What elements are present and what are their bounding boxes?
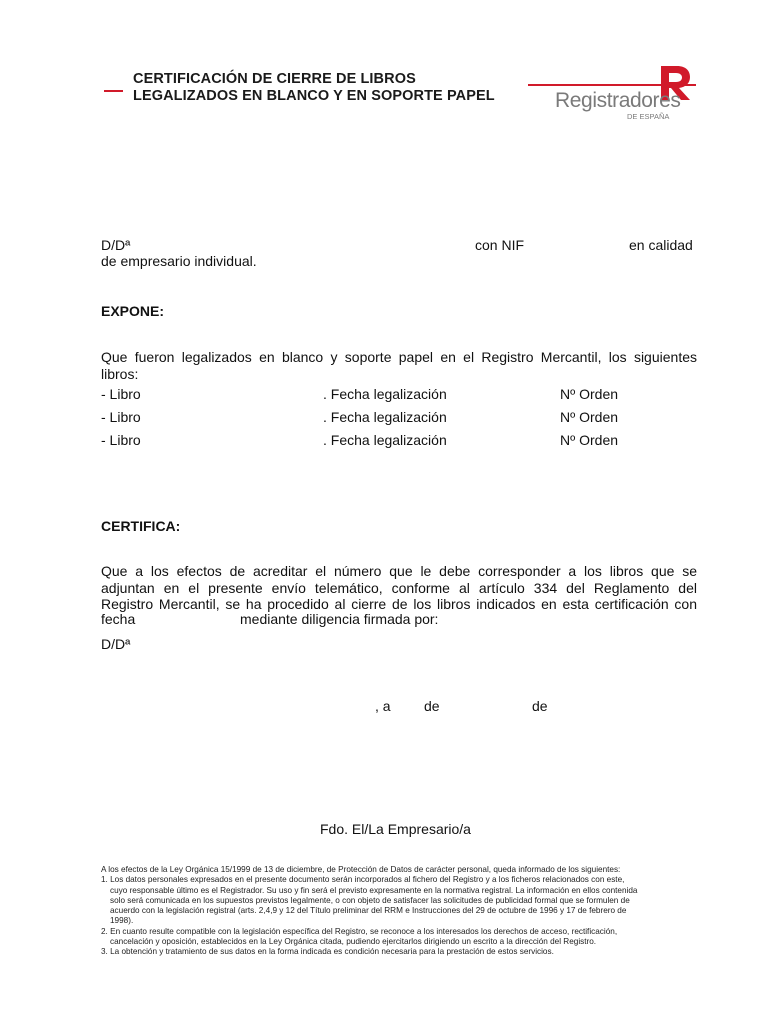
title-line-2: LEGALIZADOS EN BLANCO Y EN SOPORTE PAPEL — [133, 88, 495, 104]
footnote-intro: A los efectos de la Ley Orgánica 15/1999 de 13 de diciembre, de Protección de Datos de carácter personal, queda informado de los siguientes: — [101, 865, 621, 874]
certifica-paragraph — [101, 563, 697, 613]
title-line-1: CERTIFICACIÓN DE CIERRE DE LIBROS — [133, 71, 416, 87]
document-title — [133, 71, 495, 105]
footnote-p3: 3. La obtención y tratamiento de sus datos en la forma indicada es condición necesaria para la prestación de estos servicios. — [101, 947, 554, 957]
date-de-label-1: de — [424, 698, 440, 714]
libro-row-2-fecha: . Fecha legalización — [323, 409, 447, 425]
expone-line-2: libros: — [101, 365, 139, 382]
libro-row-3-libro: - Libro — [101, 432, 141, 448]
data-protection-footnote — [101, 865, 697, 958]
footnote-p1-line-1: 1. Los datos personales expresados en el presente documento serán incorporados al fichero del Registro y a los ficheros relacionados con este, — [101, 875, 625, 885]
date-de-label-2: de — [532, 698, 548, 714]
libro-row-2-libro: - Libro — [101, 409, 141, 425]
libro-row-2-orden: Nº Orden — [560, 409, 619, 425]
footnote-p1-line-2: cuyo responsable último es el Registrador. Su uso y fin será el previsto expresamente en la normativa registral. La información en ellos contenida — [110, 885, 638, 895]
certifica-heading: CERTIFICA: — [101, 518, 181, 534]
intro-nif-label: con NIF — [475, 237, 525, 253]
certifica-mediante-text: mediante diligencia firmada por: — [240, 611, 439, 627]
certifica-line-3: Registro Mercantil, se ha procedido al cierre de los libros indicados en esta certificación con — [101, 596, 697, 612]
logo-subtitle: DE ESPAÑA — [627, 112, 670, 121]
expone-heading: EXPONE: — [101, 303, 165, 319]
libro-row-1-libro: - Libro — [101, 386, 141, 402]
certifica-line-2: adjuntan en el presente envío telemático, conforme al artículo 334 del Reglamento del — [101, 579, 697, 596]
intro-calidad-label: en calidad — [629, 237, 693, 253]
libro-row-3-orden: Nº Orden — [560, 432, 619, 448]
footnote-p2-line-2: cancelación y oposición, establecidos en la Ley Orgánica citada, pudiendo ejercitarlos dirigiendo un escrito a la dirección del Registro. — [110, 937, 597, 947]
signature-label: Fdo. El/La Empresario/a — [320, 821, 471, 837]
expone-line-1: Que fueron legalizados en blanco y soporte papel en el Registro Mercantil, los siguientes — [101, 349, 697, 365]
certifica-fecha-label: fecha — [101, 611, 136, 627]
footnote-p2-line-1: 2. En cuanto resulte compatible con la legislación específica del Registro, se reconoce a los interesados los derechos de acceso, rectificación, — [101, 926, 618, 936]
libro-row-3-fecha: . Fecha legalización — [323, 432, 447, 448]
footnote-p1-line-3: solo será comunicada en los supuestos previstos legalmente, o con objeto de satisfacer las solicitudes de publicidad formal que se formulen de — [110, 895, 630, 905]
footnote-p1-line-5: 1998). — [110, 916, 134, 926]
place-a-label: , a — [375, 698, 391, 714]
libro-row-1-orden: Nº Orden — [560, 386, 619, 402]
logo-wordmark: Registradores — [555, 89, 681, 112]
intro-dd-label: D/Dª — [101, 237, 131, 253]
certifica-line-1: Que a los efectos de acreditar el número que le debe corresponder a los libros que se — [101, 563, 697, 579]
footnote-p1-line-4: acuerdo con la legislación registral (arts. 2,4,9 y 12 del Título preliminar del RRM e Instrucciones del 29 de octubre de 1996 y 17 de febrero de — [110, 906, 627, 916]
intro-line-2: de empresario individual. — [101, 253, 257, 269]
certifica-dd-label: D/Dª — [101, 636, 131, 652]
libro-row-1-fecha: . Fecha legalización — [323, 386, 447, 402]
title-accent-dash — [104, 90, 123, 92]
expone-paragraph — [101, 349, 697, 382]
